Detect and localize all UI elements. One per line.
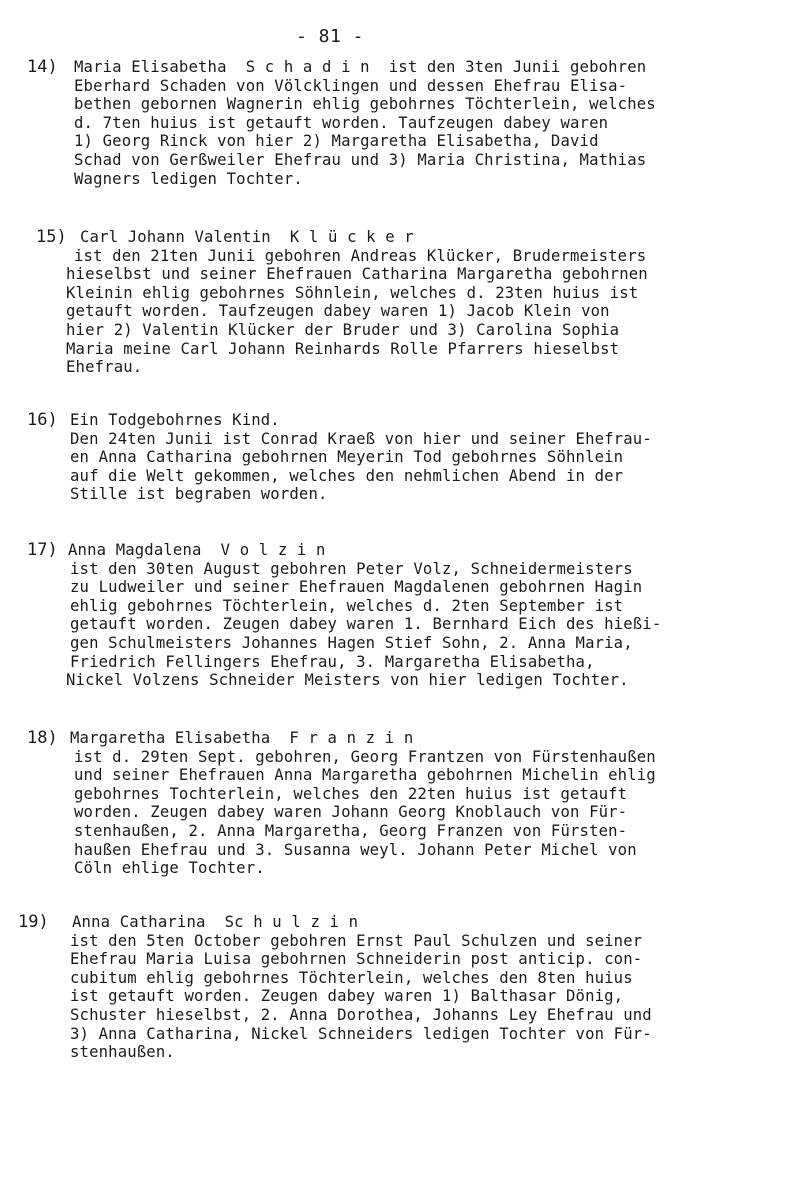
entry-line: Ehefrau Maria Luisa gebohrnen Schneiderin post anticip. con- <box>70 950 643 969</box>
entry-line: ist den 5ten October gebohren Ernst Paul Schulzen und seiner <box>70 931 643 950</box>
entry-line: stenhaußen. <box>70 1043 175 1062</box>
entry-line: Den 24ten Junii ist Conrad Kraeß von hier und seiner Ehefrau- <box>70 429 652 448</box>
entry-line: auf die Welt gekommen, welches den nehmlichen Abend in der <box>70 466 624 485</box>
entry-number: 19) <box>18 912 49 932</box>
entry-line: cubitum ehlig gebohrnes Töchterlein, welches den 8ten huius <box>70 968 633 987</box>
page-number: - 81 - <box>295 26 365 47</box>
entry-line: Carl Johann Valentin K l ü c k e r <box>80 228 414 246</box>
entry-line: gen Schulmeisters Johannes Hagen Stief Sohn, 2. Anna Maria, <box>70 634 633 652</box>
entry-line: ist den 21ten Junii gebohren Andreas Klücker, Brudermeisters <box>74 246 647 265</box>
entry-line: gebohrnes Tochterlein, welches den 22ten huius ist getauft <box>74 784 628 803</box>
entry-line: worden. Zeugen dabey waren Johann Georg Knoblauch von Für- <box>74 803 628 822</box>
entry-number: 16) <box>27 410 58 430</box>
entry-line: haußen Ehefrau und 3. Susanna weyl. Johann Peter Michel von <box>74 840 637 859</box>
entry-line: Ehefrau. <box>66 358 143 377</box>
entry-line: Eberhard Schaden von Völcklingen und dessen Ehefrau Elisa- <box>74 76 628 95</box>
entry-line: getauft worden. Taufzeugen dabey waren 1) Jacob Klein von <box>66 302 610 321</box>
entry-line: Friedrich Fellingers Ehefrau, 3. Margaretha Elisabetha, <box>70 652 595 671</box>
entry-line: 1) Georg Rinck von hier 2) Margaretha Elisabetha, David <box>74 132 599 151</box>
entry-line: Anna Catharina Sc h u l z i n <box>72 913 359 931</box>
entry-line: ist getauft worden. Zeugen dabey waren 1) Balthasar Dönig, <box>70 987 624 1006</box>
entry-number: 18) <box>27 728 58 748</box>
entry-line: hieselbst und seiner Ehefrauen Catharina Margaretha gebohrnen <box>66 265 648 284</box>
entry-line: ist den 30ten August gebohren Peter Volz, Schneidermeisters <box>70 559 633 578</box>
entry-line: zu Ludweiler und seiner Ehefrauen Magdalenen gebohrnen Hagin <box>70 578 643 597</box>
entry-line: en Anna Catharina gebohrnen Meyerin Tod gebohrnes Söhnlein <box>70 448 624 467</box>
entry-number: 17) <box>27 540 58 560</box>
entry-line: Wagners ledigen Tochter. <box>74 169 303 188</box>
entry-line: stenhaußen, 2. Anna Margaretha, Georg Franzen von Fürsten- <box>74 822 628 840</box>
entry-number: 14) <box>27 57 58 77</box>
entry-line: ehlig gebohrnes Töchterlein, welches d. 2ten September ist <box>70 596 624 615</box>
entry-line: Nickel Volzens Schneider Meisters von hier ledigen Tochter. <box>66 671 629 690</box>
entry-line: Schuster hieselbst, 2. Anna Dorothea, Johanns Ley Ehefrau und <box>70 1006 652 1024</box>
entry-line: Maria Elisabetha S c h a d i n ist den 3ten Junii gebohren <box>74 58 647 76</box>
entry-line: bethen gebornen Wagnerin ehlig gebohrnes Töchterlein, welches <box>74 95 656 114</box>
entry-number: 15) <box>36 227 67 247</box>
entry-line: Cöln ehlige Tochter. <box>74 859 265 878</box>
entry-line: ist d. 29ten Sept. gebohren, Georg Frantzen von Fürstenhaußen <box>74 747 656 766</box>
entry-line: Schad von Gerßweiler Ehefrau und 3) Maria Christina, Mathias <box>74 151 647 169</box>
entry-line: getauft worden. Zeugen dabey waren 1. Bernhard Eich des hießi- <box>70 615 662 634</box>
entry-line: Kleinin ehlig gebohrnes Söhnlein, welches d. 23ten huius ist <box>66 283 639 302</box>
entry-line: Maria meine Carl Johann Reinhards Rolle Pfarrers hieselbst <box>66 339 620 358</box>
entry-line: Stille ist begraben worden. <box>70 485 328 504</box>
entry-line: hier 2) Valentin Klücker der Bruder und 3) Carolina Sophia <box>66 321 620 339</box>
entry-line: Margaretha Elisabetha F r a n z i n <box>70 729 414 747</box>
entry-line: Anna Magdalena V o l z i n <box>68 541 326 559</box>
entry-line: und seiner Ehefrauen Anna Margaretha gebohrnen Michelin ehlig <box>74 766 656 785</box>
entry-line: Ein Todgebohrnes Kind. <box>70 411 280 429</box>
entry-line: d. 7ten huius ist getauft worden. Taufzeugen dabey waren <box>74 113 609 132</box>
entry-line: 3) Anna Catharina, Nickel Schneiders ledigen Tochter von Für- <box>70 1024 652 1043</box>
